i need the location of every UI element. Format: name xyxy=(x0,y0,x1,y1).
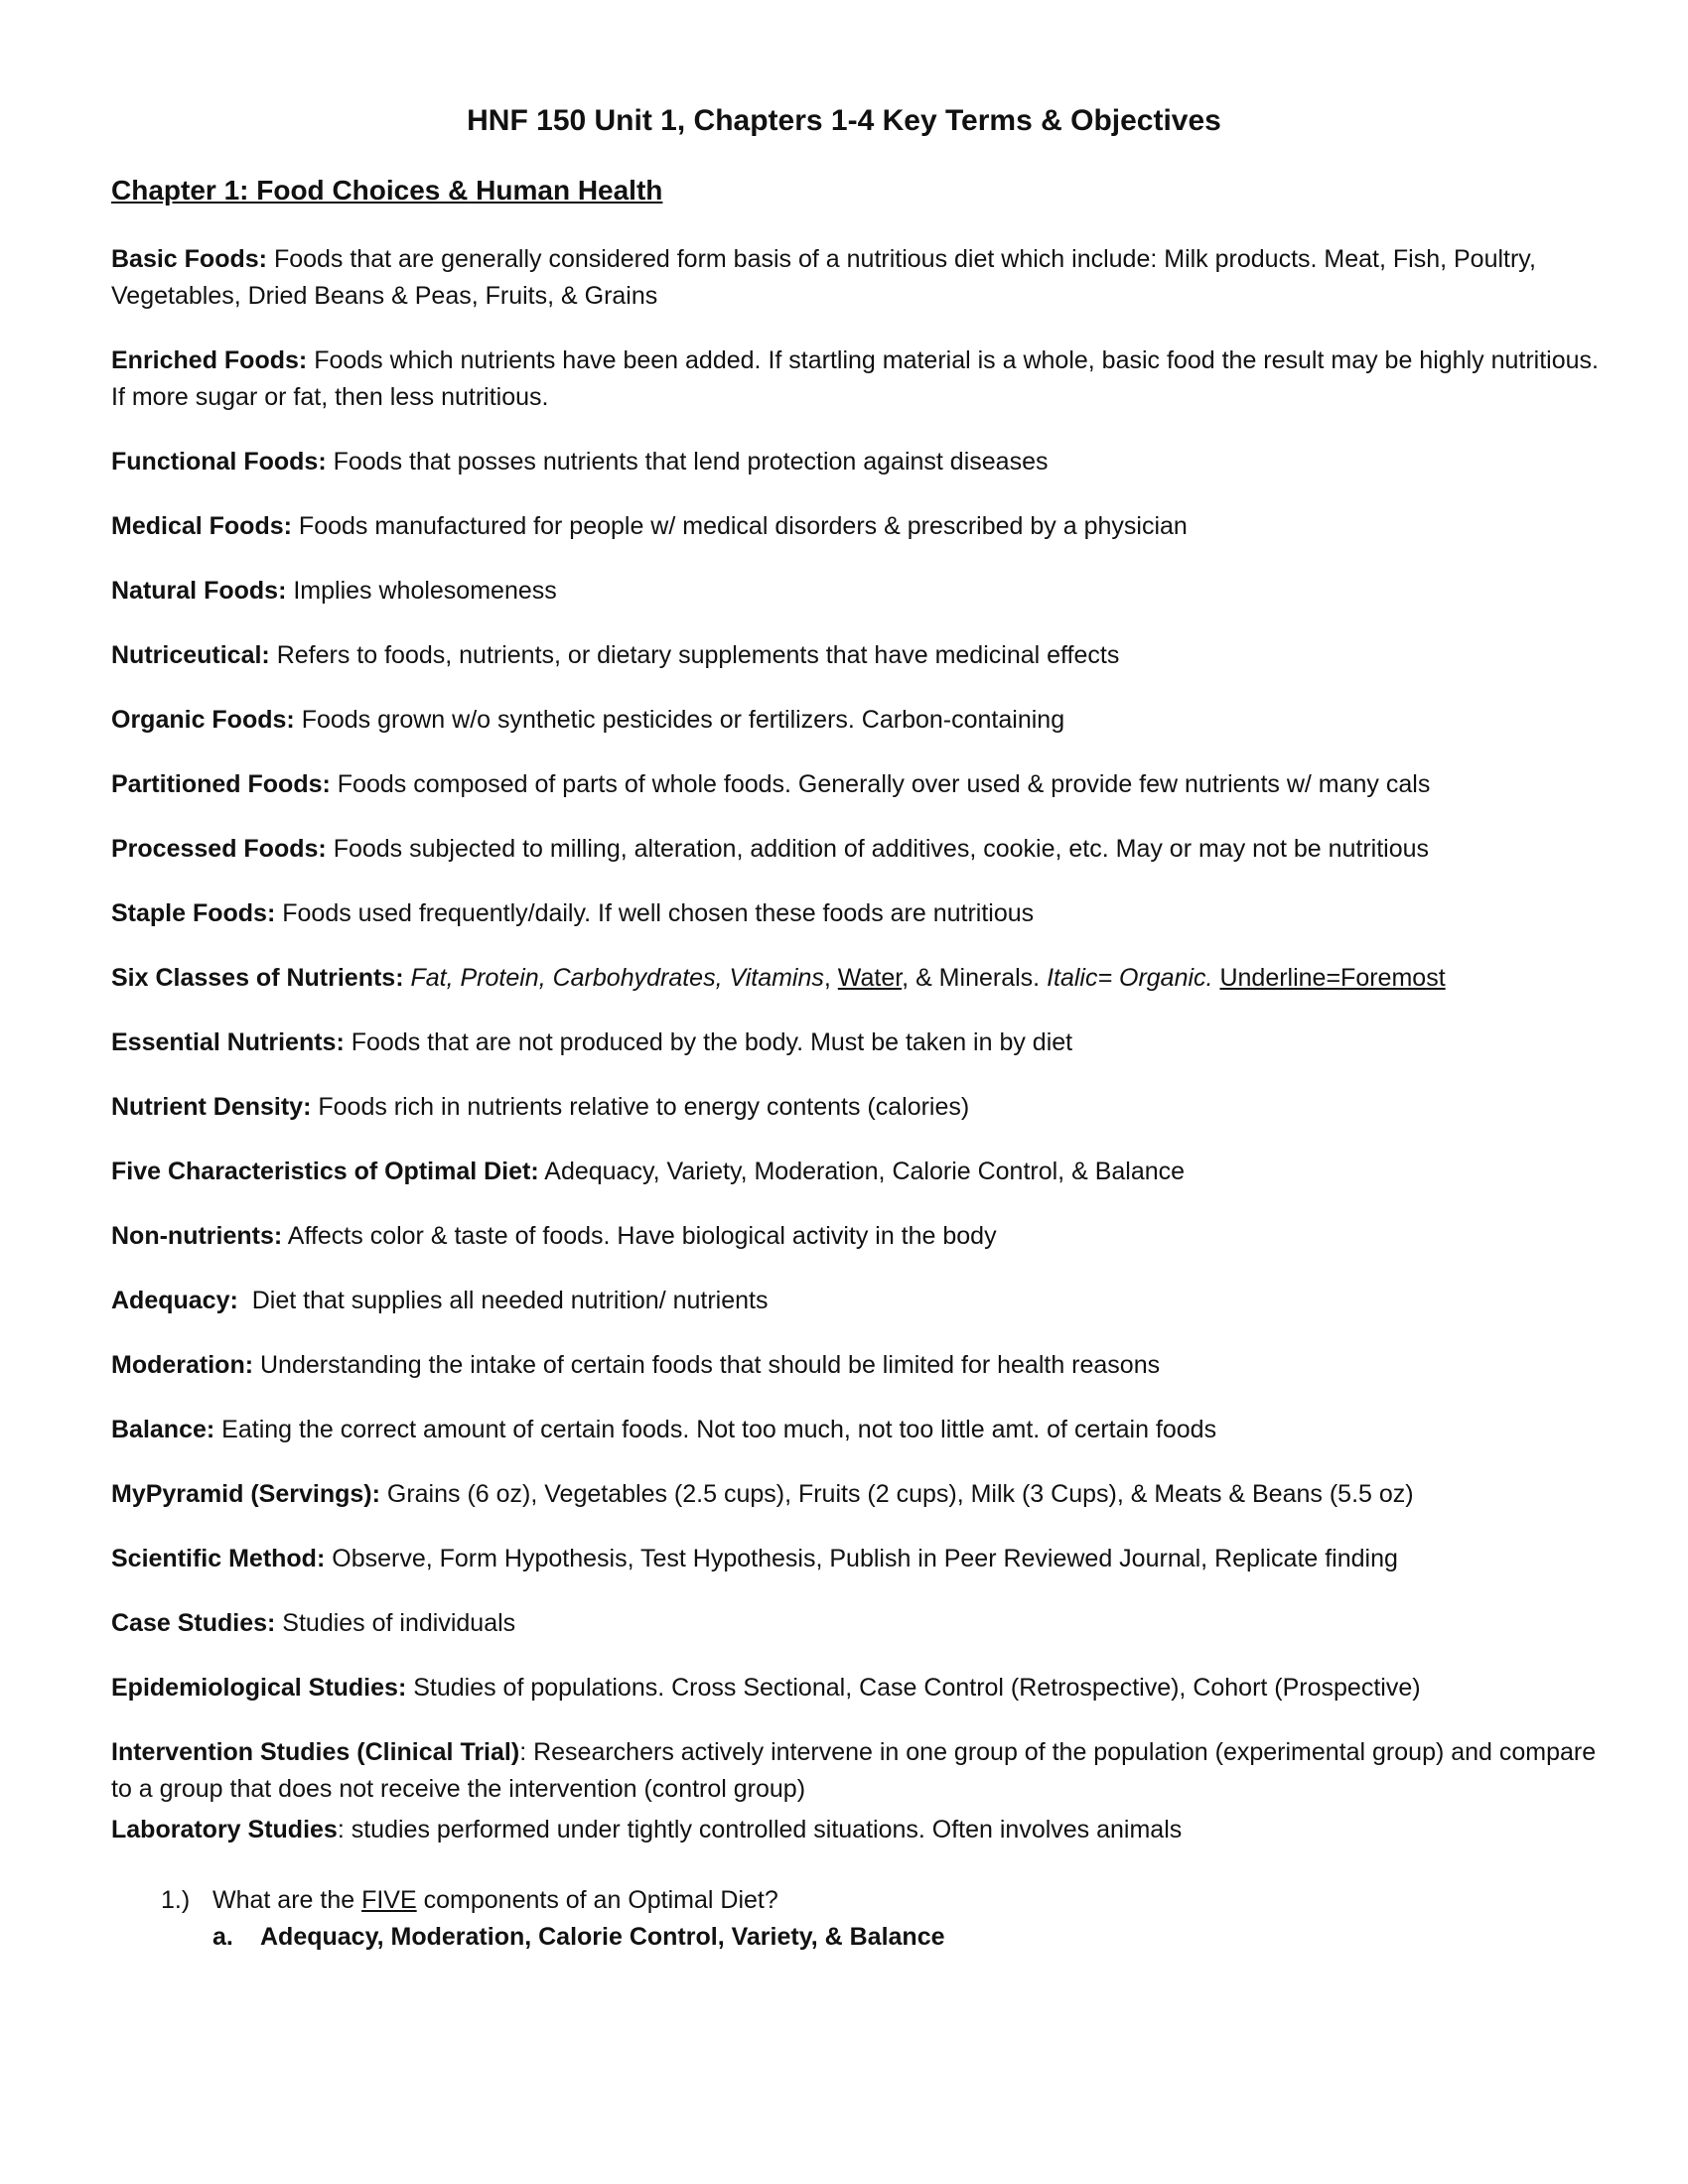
term-name: Enriched Foods: xyxy=(111,346,308,374)
term-name: Nutrient Density: xyxy=(111,1093,312,1121)
term-five-characteristics xyxy=(111,1154,1611,1190)
objective-questions xyxy=(161,1882,1551,1956)
term-definition: Grains (6 oz), Vegetables (2.5 cups), Fruits (2 cups), Milk (3 Cups), & Meats & Beans (5.5 oz) xyxy=(386,1480,1414,1508)
term-definition: Foods that posses nutrients that lend protection against diseases xyxy=(333,448,1049,476)
question-number: 1.) xyxy=(161,1886,191,1914)
term-name: Processed Foods: xyxy=(111,835,327,863)
term-name: Natural Foods: xyxy=(111,577,287,605)
chapter-heading: Chapter 1: Food Choices & Human Health xyxy=(111,175,663,205)
term-definition: Foods that are not produced by the body. Must be taken in by diet xyxy=(351,1028,1073,1056)
term-organic-foods xyxy=(111,702,1611,739)
term-intervention-studies xyxy=(111,1734,1611,1808)
answer-text: Adequacy, Moderation, Calorie Control, Variety, & Balance xyxy=(260,1923,945,1951)
term-six-classes-of-nutrients xyxy=(111,960,1611,997)
term-name: Adequacy: xyxy=(111,1287,238,1314)
term-basic-foods xyxy=(111,241,1611,315)
term-natural-foods xyxy=(111,573,1611,610)
term-definition: Implies wholesomeness xyxy=(293,577,557,605)
key-terms-list xyxy=(111,241,1611,1876)
term-epidemiological-studies xyxy=(111,1670,1611,1706)
term-definition: Diet that supplies all needed nutrition/ nutrients xyxy=(251,1287,769,1314)
term-name: Scientific Method: xyxy=(111,1545,326,1572)
question-text-end: components of an Optimal Diet? xyxy=(423,1886,778,1914)
term-medical-foods xyxy=(111,508,1611,545)
answer-letter: a. xyxy=(212,1923,233,1951)
term-name: Five Characteristics of Optimal Diet: xyxy=(111,1158,539,1185)
term-definition: Foods used frequently/daily. If well chosen these foods are nutritious xyxy=(282,899,1035,927)
term-name: Case Studies: xyxy=(111,1609,276,1637)
remaining-nutrients: , & Minerals. xyxy=(902,964,1041,992)
term-definition: Researchers actively intervene in one group of the population (experimental group) and compare to a group that does not receive the intervention (control group) xyxy=(111,1738,1597,1803)
term-definition: Observe, Form Hypothesis, Test Hypothesis, Publish in Peer Reviewed Journal, Replicate finding xyxy=(332,1545,1398,1572)
term-name: Basic Foods: xyxy=(111,245,267,273)
term-definition: Foods manufactured for people w/ medical disorders & prescribed by a physician xyxy=(298,512,1188,540)
term-functional-foods xyxy=(111,444,1611,480)
question-emphasis: FIVE xyxy=(361,1886,417,1914)
term-name: MyPyramid (Servings): xyxy=(111,1480,380,1508)
term-nutrient-density xyxy=(111,1089,1611,1126)
term-enriched-foods xyxy=(111,342,1611,416)
term-definition: Adequacy, Variety, Moderation, Calorie Control, & Balance xyxy=(544,1158,1186,1185)
term-name: Non-nutrients: xyxy=(111,1222,283,1250)
term-partitioned-foods xyxy=(111,766,1611,803)
term-name: Partitioned Foods: xyxy=(111,770,331,798)
term-definition: Foods which nutrients have been added. If startling material is a whole, basic food the result may be highly nutritious. If more sugar or fat, then less nutritious. xyxy=(111,346,1599,411)
term-name: Balance: xyxy=(111,1416,215,1443)
term-name: Essential Nutrients: xyxy=(111,1028,345,1056)
term-name: Six Classes of Nutrients: xyxy=(111,964,404,992)
term-colon: : xyxy=(519,1738,527,1766)
term-definition: Studies of individuals xyxy=(282,1609,516,1637)
term-adequacy xyxy=(111,1283,1611,1319)
document-title: HNF 150 Unit 1, Chapters 1-4 Key Terms & Objectives xyxy=(467,104,1221,137)
term-balance xyxy=(111,1412,1611,1448)
term-processed-foods xyxy=(111,831,1611,868)
term-essential-nutrients xyxy=(111,1024,1611,1061)
term-name: Nutriceutical: xyxy=(111,641,270,669)
term-non-nutrients xyxy=(111,1218,1611,1255)
term-name: Organic Foods: xyxy=(111,706,295,734)
term-laboratory-studies xyxy=(111,1812,1611,1848)
term-definition: Affects color & taste of foods. Have biological activity in the body xyxy=(287,1222,997,1250)
term-definition: Foods subjected to milling, alteration, addition of additives, cookie, etc. May or may not be nutritious xyxy=(333,835,1430,863)
organic-nutrients-list: Fat, Protein, Carbohydrates, Vitamins xyxy=(410,964,824,992)
term-colon: : xyxy=(337,1816,345,1843)
term-definition: Foods that are generally considered form basis of a nutritious diet which include: Milk products. Meat, Fish, Poultry, Vegetables, Dried Beans & Peas, Fruits, & Grains xyxy=(111,245,1536,310)
term-definition: Understanding the intake of certain foods that should be limited for health reasons xyxy=(260,1351,1161,1379)
term-case-studies xyxy=(111,1605,1611,1642)
term-moderation xyxy=(111,1347,1611,1384)
term-name: Intervention Studies (Clinical Trial) xyxy=(111,1738,520,1766)
term-definition: Foods composed of parts of whole foods. Generally over used & provide few nutrients w/ many cals xyxy=(337,770,1431,798)
term-definition: studies performed under tightly controlled situations. Often involves animals xyxy=(351,1816,1183,1843)
term-mypyramid xyxy=(111,1476,1611,1513)
term-definition: Eating the correct amount of certain foods. Not too much, not too little amt. of certain foods xyxy=(221,1416,1217,1443)
list-comma: , xyxy=(823,964,831,992)
answer-a xyxy=(212,1919,1551,1956)
term-name: Staple Foods: xyxy=(111,899,276,927)
term-definition: Foods grown w/o synthetic pesticides or fertilizers. Carbon-containing xyxy=(301,706,1065,734)
term-definition: Studies of populations. Cross Sectional, Case Control (Retrospective), Cohort (Prospective) xyxy=(413,1674,1421,1702)
term-definition: Foods rich in nutrients relative to energy contents (calories) xyxy=(318,1093,970,1121)
term-name: Moderation: xyxy=(111,1351,254,1379)
term-name: Laboratory Studies xyxy=(111,1816,338,1843)
term-definition: Refers to foods, nutrients, or dietary supplements that have medicinal effects xyxy=(276,641,1120,669)
term-name: Epidemiological Studies: xyxy=(111,1674,407,1702)
question-text-start: What are the xyxy=(212,1886,355,1914)
term-nutriceutical xyxy=(111,637,1611,674)
term-scientific-method xyxy=(111,1541,1611,1577)
question-1 xyxy=(161,1882,1551,1919)
foremost-nutrient: Water xyxy=(837,964,903,992)
term-staple-foods xyxy=(111,895,1611,932)
question-text xyxy=(212,1882,778,1919)
underline-legend: Underline=Foremost xyxy=(1219,964,1446,992)
term-name: Functional Foods: xyxy=(111,448,327,476)
italic-legend: Italic= Organic. xyxy=(1047,964,1213,992)
term-name: Medical Foods: xyxy=(111,512,292,540)
